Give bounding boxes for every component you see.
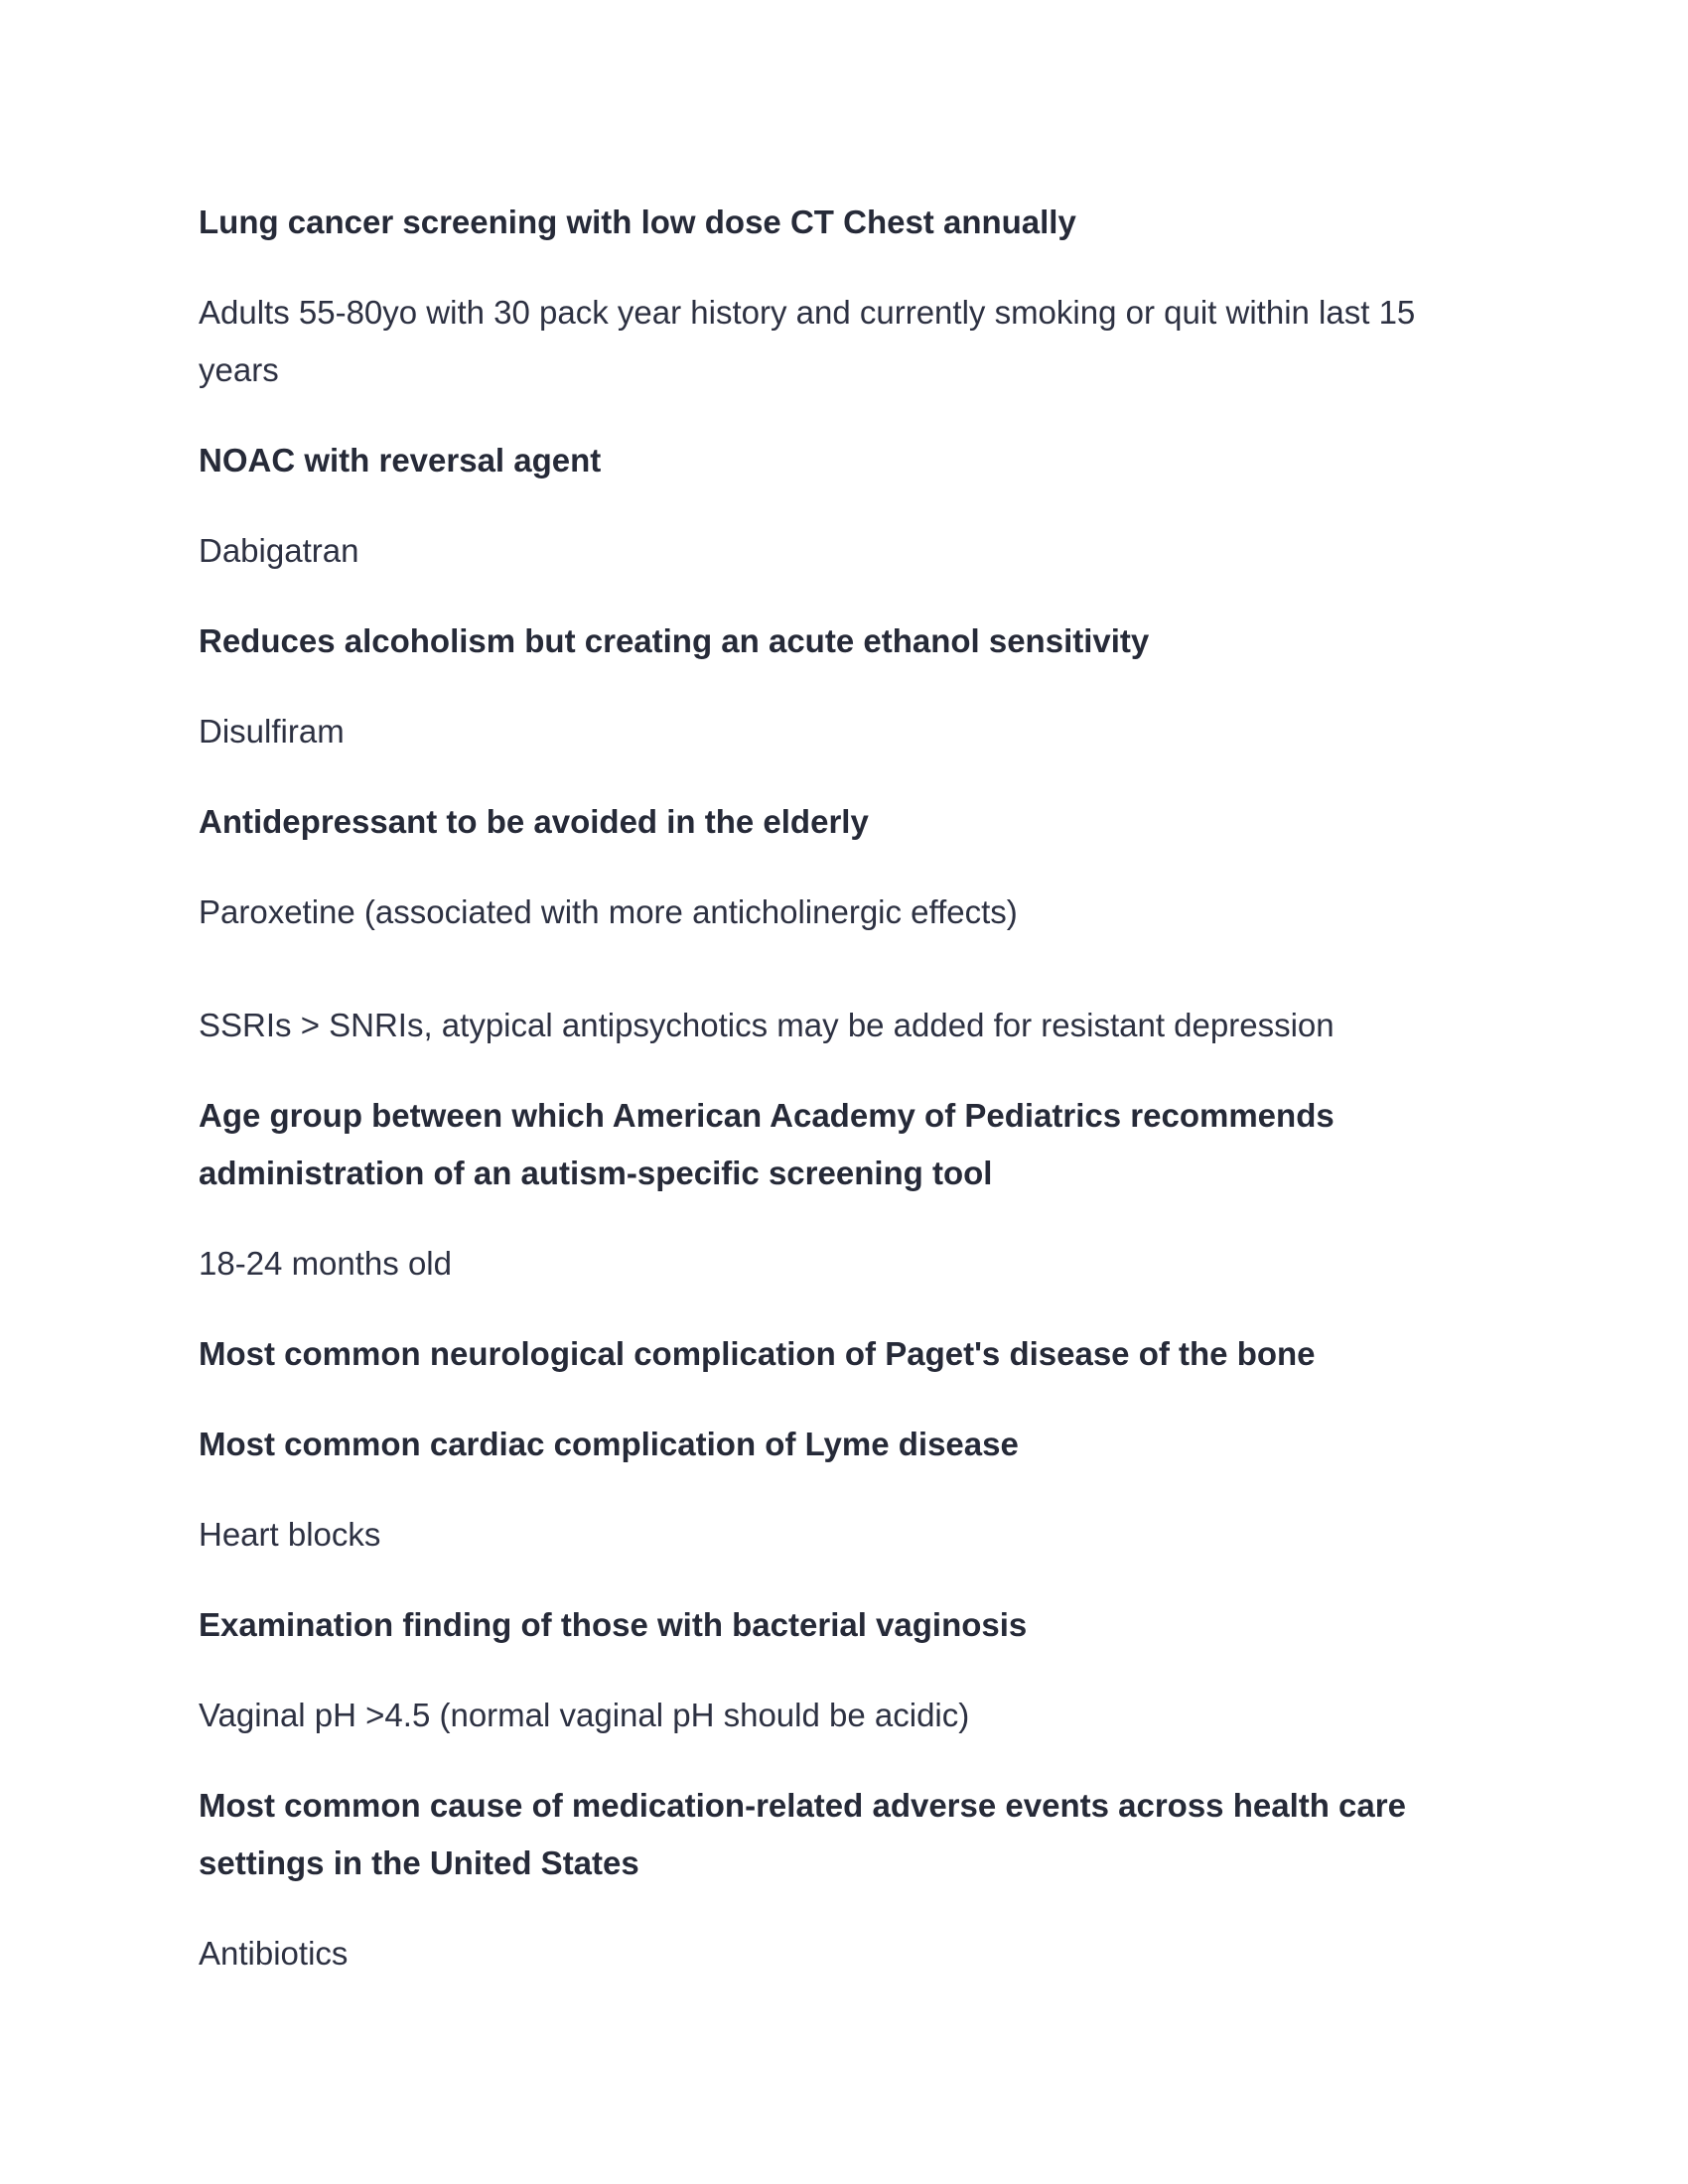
question-alcoholism: Reduces alcoholism but creating an acute ethanol sensitivity	[199, 622, 1150, 659]
question-lung-cancer-screening: Lung cancer screening with low dose CT Chest annually	[199, 204, 1076, 240]
answer-lyme-disease: Heart blocks	[199, 1516, 381, 1553]
question-autism-screening: Age group between which American Academy of Pediatrics recommends administration of an autism-specific screening tool	[199, 1097, 1335, 1191]
answer-lung-cancer-screening: Adults 55-80yo with 30 pack year history and currently smoking or quit within last 15 years	[199, 294, 1416, 388]
answer-medication-adverse-events: Antibiotics	[199, 1935, 349, 1972]
answer-antidepressant-elderly: Paroxetine (associated with more anticholinergic effects)	[199, 893, 1018, 930]
answer-bacterial-vaginosis: Vaginal pH >4.5 (normal vaginal pH should be acidic)	[199, 1697, 970, 1733]
question-pagets-disease: Most common neurological complication of Paget's disease of the bone	[199, 1335, 1316, 1372]
question-noac-reversal: NOAC with reversal agent	[199, 442, 602, 478]
question-medication-adverse-events: Most common cause of medication-related adverse events across health care settings in the United States	[199, 1787, 1406, 1881]
answer-alcoholism: Disulfiram	[199, 713, 345, 750]
question-antidepressant-elderly: Antidepressant to be avoided in the elderly	[199, 803, 869, 840]
question-lyme-disease: Most common cardiac complication of Lyme disease	[199, 1426, 1019, 1462]
answer-noac-reversal: Dabigatran	[199, 532, 359, 569]
answer-autism-screening: 18-24 months old	[199, 1245, 452, 1282]
document-page	[199, 194, 1489, 1982]
answer-antidepressant-note: SSRIs > SNRIs, atypical antipsychotics may be added for resistant depression	[199, 1007, 1335, 1043]
question-bacterial-vaginosis: Examination finding of those with bacterial vaginosis	[199, 1606, 1028, 1643]
